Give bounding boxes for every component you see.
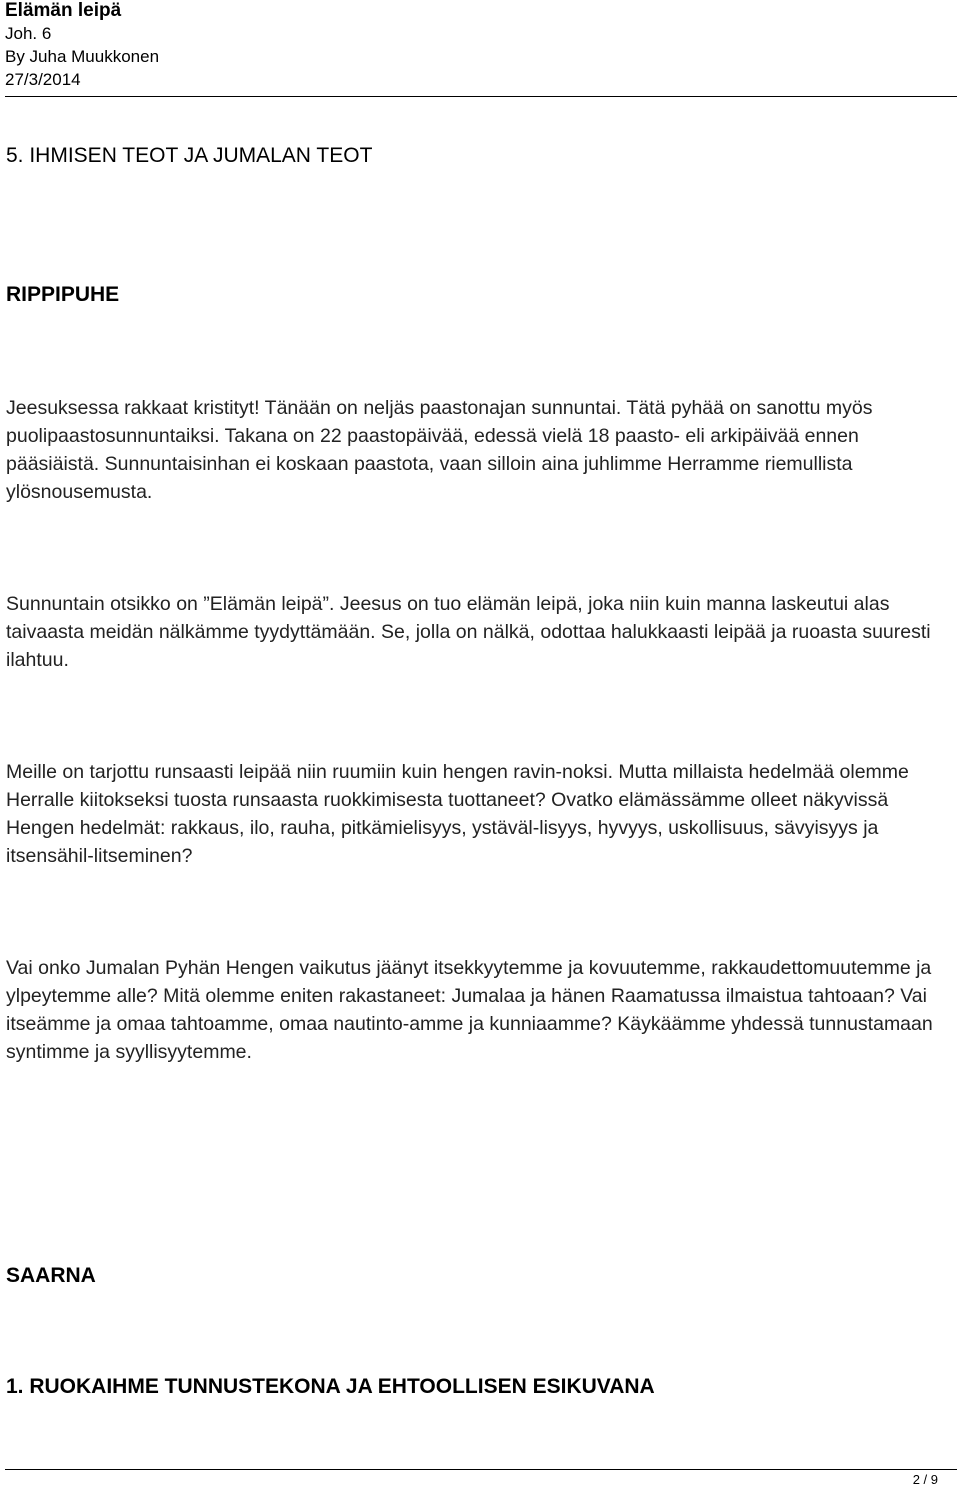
paragraph: Meille on tarjottu runsaasti leipää niin ruumiin kuin hengen ravin-noksi. Mutta millaista hedelmää olemme Herralle kiitokseksi tuosta runsaasta ruokkimisesta tuottaneet? Ovatko elämässämme olleet näkyvissä Hengen hedelmät: rakkaus, ilo, rauha, pitkämielisyys, ystäväl-lisyys, hyvyys, uskollisuus, sävyisyys ja itsensähil-litseminen? bbox=[6, 761, 909, 867]
paragraph: Jeesuksessa rakkaat kristityt! Tänään on neljäs paastonajan sunnuntai. Tätä pyhää on sanottu myös puolipaastosunnuntaiksi. Takana on 22 paastopäivää, edessä vielä 18 paasto- eli arkipäivää ennen pääsiäistä. Sunnuntaisinhan ei koskaan paastota, vaan silloin aina juhlimme Herramme riemullista ylösnousemusta. bbox=[6, 397, 873, 503]
subsection-heading: 1. RUOKAIHME TUNNUSTEKONA JA EHTOOLLISEN ESIKUVANA bbox=[6, 1375, 655, 1398]
chapter-heading: 5. IHMISEN TEOT JA JUMALAN TEOT bbox=[6, 144, 373, 167]
footer-divider bbox=[5, 1469, 957, 1470]
scripture-reference: Joh. 6 bbox=[5, 24, 52, 43]
paragraph: Sunnuntain otsikko on ”Elämän leipä”. Jeesus on tuo elämän leipä, joka niin kuin manna laskeutui alas taivaasta meidän nälkämme tyydyttämään. Se, jolla on nälkä, odottaa halukkaasti leipää ja ruoasta suuresti ilahtuu. bbox=[6, 593, 931, 671]
paragraph: Vai onko Jumalan Pyhän Hengen vaikutus jäänyt itsekkyytemme ja kovuutemme, rakkaudettomuutemme ja ylpeytemme alle? Mitä olemme eniten rakastaneet: Jumalaa ja hänen Raamatussa ilmaistua tahtoaan? Vai itseämme ja omaa tahtoamme, omaa nautinto-amme ja kunniaamme? Käykäämme yhdessä tunnustamaan syntimme ja syyllisyytemme. bbox=[6, 957, 933, 1063]
author-line: By Juha Muukkonen bbox=[5, 47, 160, 66]
document-header bbox=[5, 0, 957, 91]
page-indicator: 2 / 9 bbox=[912, 1472, 938, 1487]
document-title: Elämän leipä bbox=[5, 0, 122, 21]
section-heading-saarna: SAARNA bbox=[6, 1264, 96, 1287]
section-heading-rippipuhe: RIPPIPUHE bbox=[6, 283, 120, 306]
header-divider bbox=[5, 96, 957, 97]
publish-date: 27/3/2014 bbox=[5, 70, 81, 89]
